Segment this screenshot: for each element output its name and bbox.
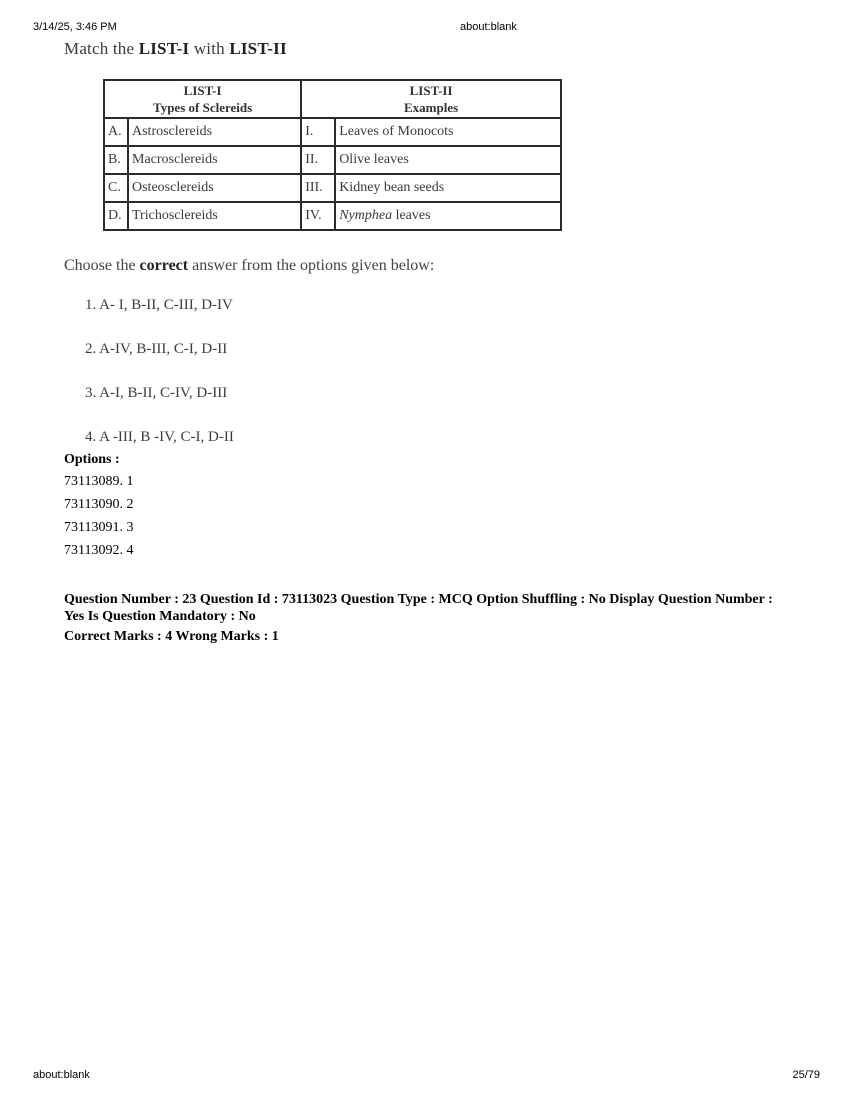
option-id: 73113092. 4 — [64, 543, 134, 558]
marks-info: Correct Marks : 4 Wrong Marks : 1 — [64, 629, 279, 644]
answer-option: 1. A- I, B-II, C-III, D-IV — [85, 297, 233, 313]
answer-option: 4. A -III, B -IV, C-I, D-II — [85, 429, 234, 445]
list1-key: B. — [104, 146, 128, 174]
list1-value: Astrosclereids — [128, 118, 301, 146]
list2-key: III. — [301, 174, 335, 202]
list2-value: Nymphea leaves — [335, 202, 561, 230]
match-table — [103, 79, 562, 231]
table-row — [104, 174, 561, 202]
table-header-row — [104, 80, 561, 118]
option-id: 73113090. 2 — [64, 497, 134, 512]
table-row — [104, 202, 561, 230]
list2-value: Leaves of Monocots — [335, 118, 561, 146]
list2-value: Olive leaves — [335, 146, 561, 174]
question-info: Question Number : 23 Question Id : 73113023 Question Type : MCQ Option Shuffling : No Display Question Number : Yes Is Question Mandatory : No — [64, 592, 773, 624]
table-row — [104, 146, 561, 174]
options-label: Options : — [64, 452, 120, 467]
answer-option: 2. A-IV, B-III, C-I, D-II — [85, 341, 228, 357]
list1-value: Trichosclereids — [128, 202, 301, 230]
option-id: 73113091. 3 — [64, 520, 134, 535]
list2-key: II. — [301, 146, 335, 174]
page-number: 25/79 — [792, 1069, 820, 1081]
table-row — [104, 118, 561, 146]
list1-key: C. — [104, 174, 128, 202]
list1-key: D. — [104, 202, 128, 230]
list2-header: LIST-II Examples — [301, 80, 561, 118]
list1-value: Osteosclereids — [128, 174, 301, 202]
option-id: 73113089. 1 — [64, 474, 134, 489]
instruction: Choose the correct answer from the options given below: — [64, 257, 435, 274]
list1-value: Macrosclereids — [128, 146, 301, 174]
print-datetime: 3/14/25, 3:46 PM — [33, 21, 117, 33]
question-title: Match the LIST-I with LIST-II — [64, 39, 287, 58]
list1-key: A. — [104, 118, 128, 146]
answer-option: 3. A-I, B-II, C-IV, D-III — [85, 385, 228, 401]
genus-name: Nymphea — [339, 208, 393, 223]
list2-key: IV. — [301, 202, 335, 230]
list1-header: LIST-I Types of Sclereids — [104, 80, 301, 118]
list2-key: I. — [301, 118, 335, 146]
list2-value: Kidney bean seeds — [335, 174, 561, 202]
print-url: about:blank — [460, 21, 517, 33]
footer-url: about:blank — [33, 1069, 90, 1081]
